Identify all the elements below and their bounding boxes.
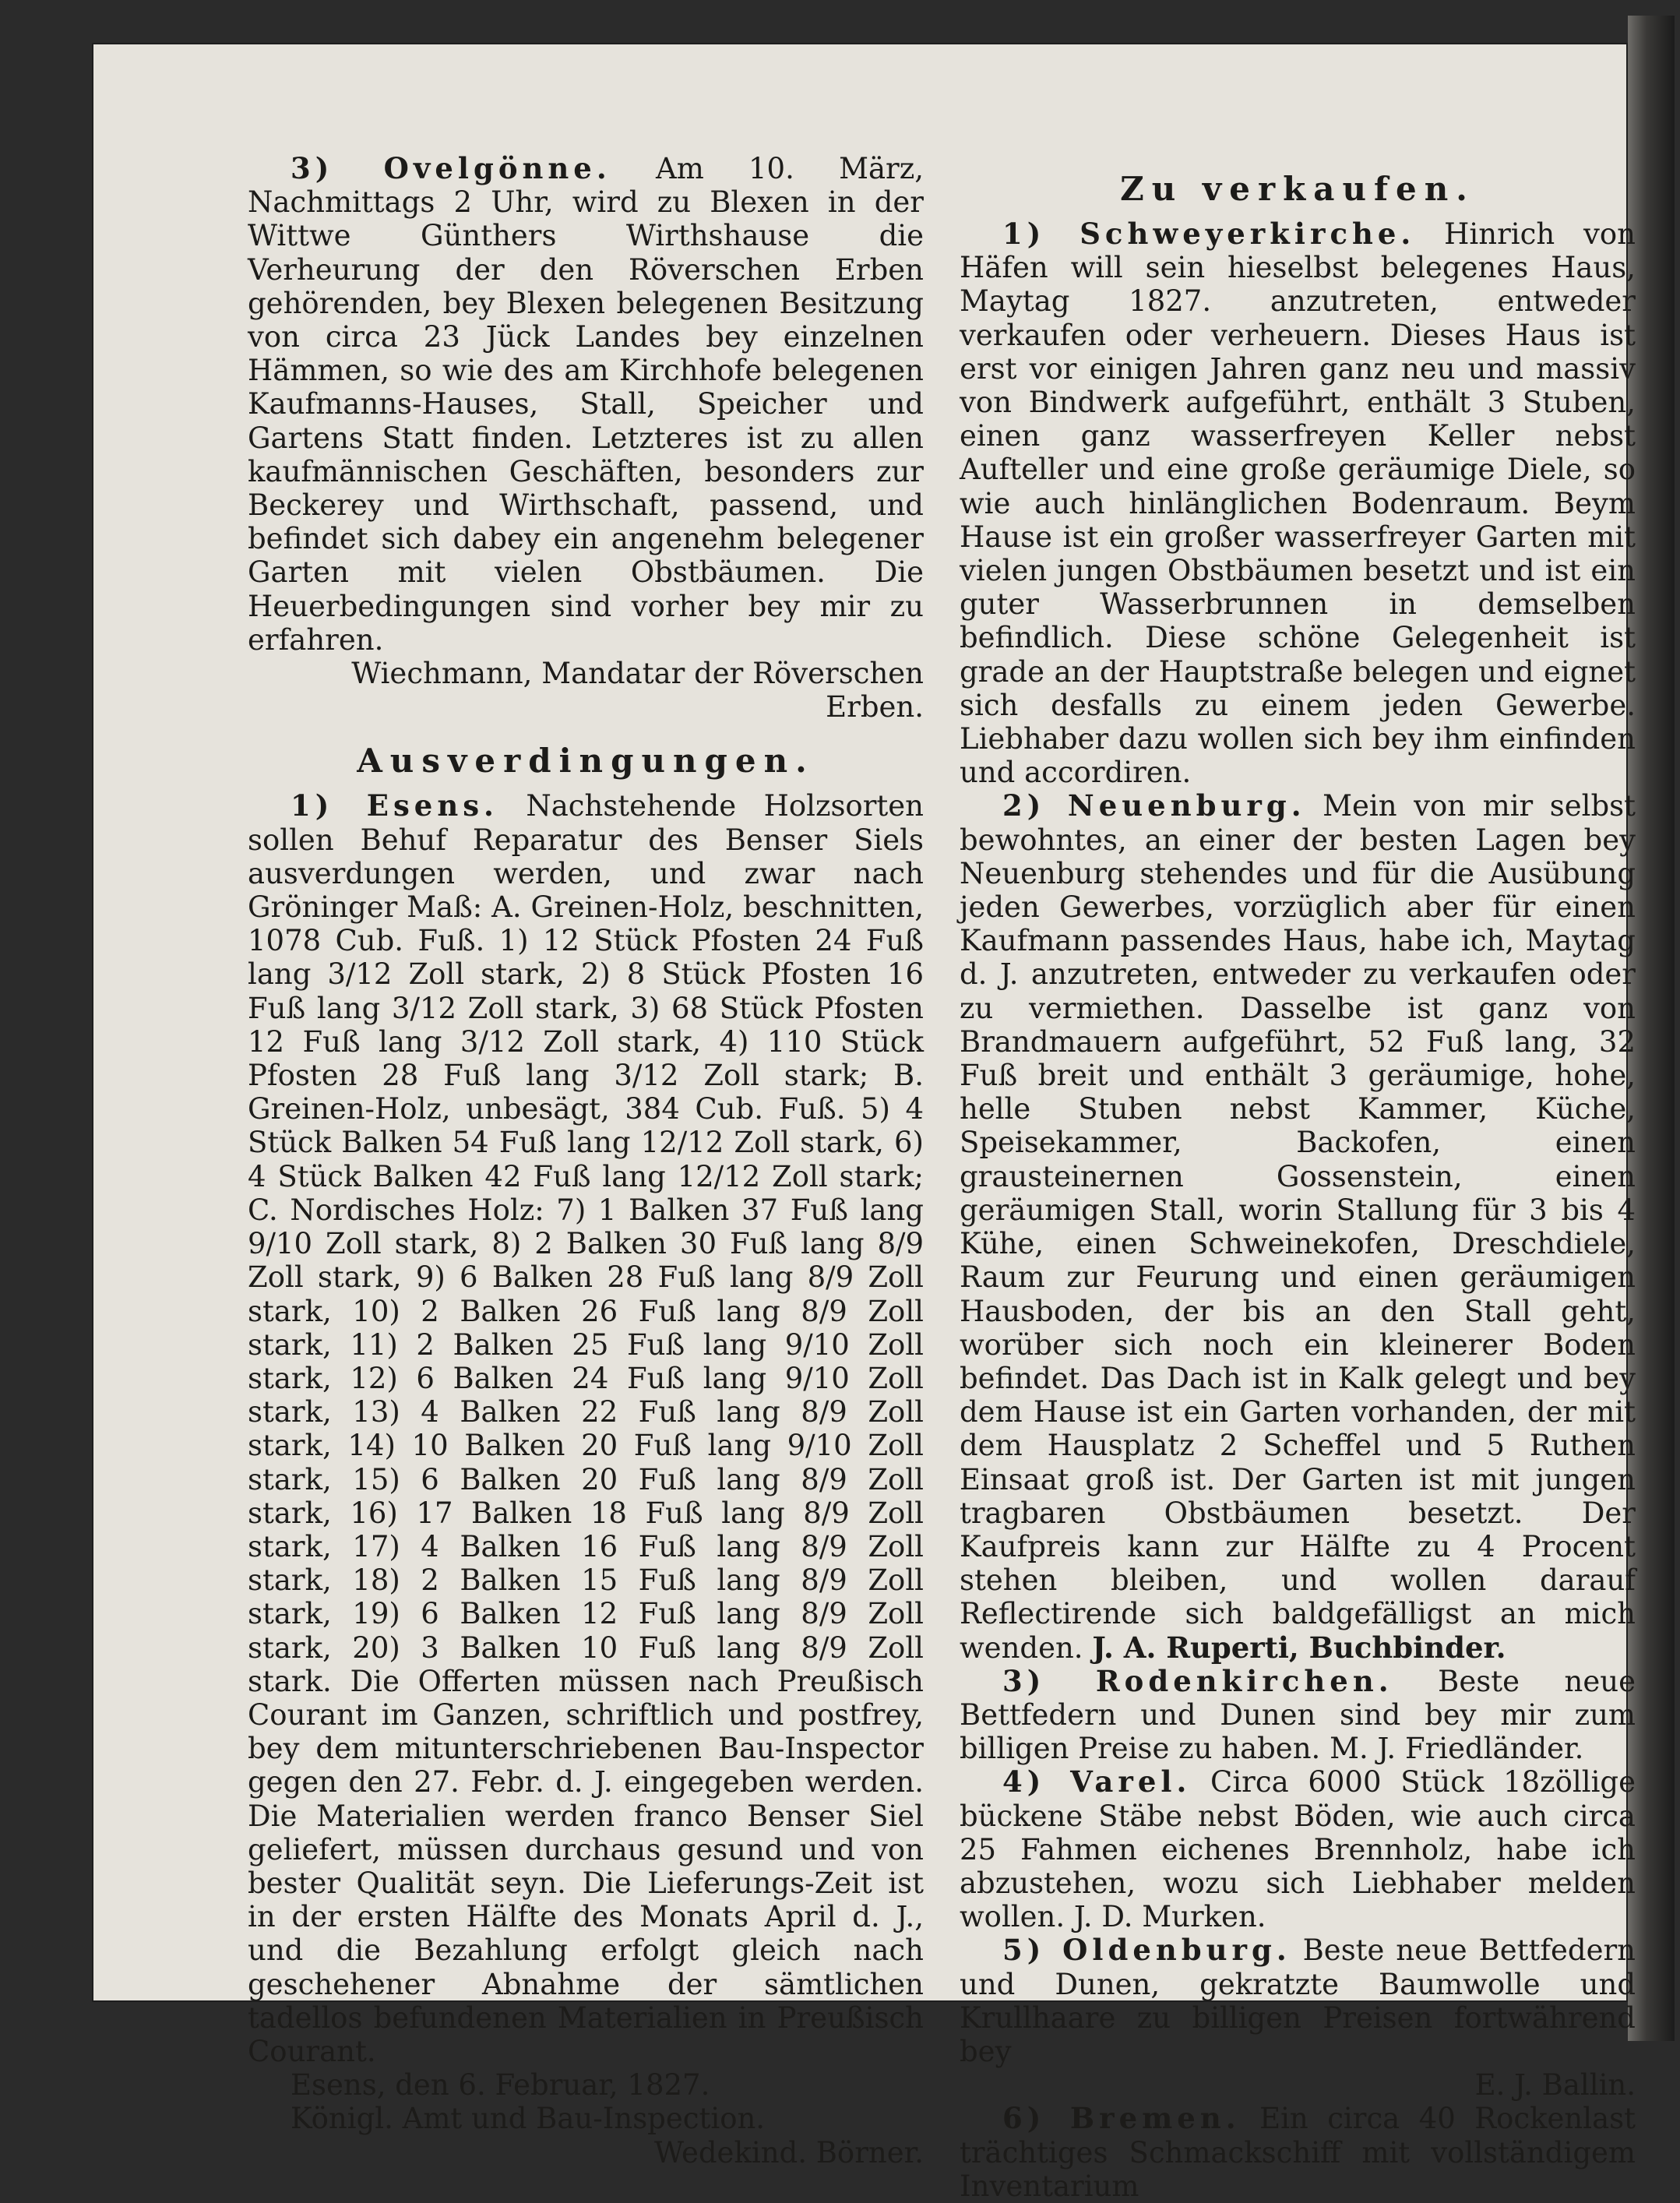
notice-signature: J. D. Murken. — [1073, 1900, 1266, 1934]
notice-neuenburg — [960, 789, 1636, 1664]
section-heading-zu-verkaufen: Zu verkaufen. — [1120, 170, 1475, 208]
notice-office: Königl. Amt und Bau-Inspection. — [291, 2102, 766, 2136]
notice-date: Esens, den 6. Februar, 1827. — [291, 2068, 710, 2103]
notice-rodenkirchen — [960, 1665, 1636, 1766]
notice-body: Ein circa 40 Rockenlast trächtiges Schmackschiff mit vollständigem Inventarium — [960, 2102, 1636, 2203]
notice-oldenburg — [960, 1933, 1636, 2068]
notice-bremen — [960, 2102, 1636, 2203]
notice-esens — [248, 789, 924, 2068]
notice-lead: 3) Ovelgönne. — [291, 151, 611, 185]
notice-body: Beste neue Bettfedern und Dunen sind bey mir zum billigen Preise zu haben. — [960, 1664, 1636, 1766]
notice-lead: 2) Neuenburg. — [1002, 788, 1306, 823]
notice-body: Beste neue Bettfedern und Dunen, gekratzte Baumwolle und Krullhaare zu billigen Preisen fortwährend bey — [960, 1933, 1636, 2068]
notice-signature: J. A. Ruperti, Buchbinder. — [1092, 1630, 1506, 1665]
notice-varel — [960, 1765, 1636, 1933]
left-column — [248, 152, 924, 2170]
notice-lead: 4) Varel. — [1002, 1764, 1192, 1799]
notice-signature: Wedekind. Börner. — [653, 2135, 924, 2170]
notice-lead: 3) Rodenkirchen. — [1002, 1663, 1393, 1698]
notice-lead: 1) Schweyerkirche. — [1002, 217, 1416, 251]
notice-body: Hinrich von Häfen will sein hieselbst belegenes Haus, Maytag 1827. anzutreten, entweder verkaufen oder verheuern. Dieses Haus ist erst vor einigen Jahren ganz neu und massiv von Bindwerk aufgeführt, enthält 3 Stuben, einen ganz wasserfreyen Keller nebst Aufteller und eine große geräumige Diele, so wie auch hinlänglichen Bodenraum. Beym Hause ist ein großer wasserfreyer Garten mit vielen jungen Obstbäumen besetzt und ist ein guter Wasserbrunnen in demselben befindlich. Diese schöne Gelegenheit ist grade an der Hauptstraße belegen und eignet sich desfalls zu einem jeden Gewerbe. Liebhaber dazu wollen sich bey ihm einfinden und accordiren. — [960, 217, 1636, 790]
notice-body: Mein von mir selbst bewohntes, an einer der besten Lagen bey Neuenburg stehendes und für die Ausübung jeden Gewerbes, vorzüglich aber für einen Kaufmann passendes Haus, habe ich, Maytag d. J. anzutreten, entweder zu verkaufen oder zu vermiethen. Dasselbe ist ganz von Brandmauern aufgeführt, 52 Fuß lang, 32 Fuß breit und enthält 3 geräumige, hohe, helle Stuben nebst Kammer, Küche, Speisekammer, Backofen, einen grausteinernen Gossenstein, einen geräumigen Stall, worin Stallung für 3 bis 4 Kühe, einen Schweinekofen, Dreschdiele, Raum zur Feurung und einen geräumigen Hausboden, der bis an den Stall geht, worüber sich noch ein kleinerer Boden befindet. Das Dach ist in Kalk gelegt und bey dem Hause ist ein Garten vorhanden, der mit dem Hausplatz 2 Scheffel und 5 Ruthen Einsaat groß ist. Der Garten ist mit jungen tragbaren Obstbäumen besetzt. Der Kaufpreis kann zur Hälfte zu 4 Procent stehen bleiben, und wollen darauf Reflectirende sich baldgefälligst an mich wenden. — [960, 789, 1636, 1665]
notice-body: Circa 6000 Stück 18zöllige bückene Stäbe nebst Böden, wie auch circa 25 Fahmen eichenes Brennholz, habe ich abzustehen, wozu sich Liebhaber melden wollen. — [960, 1765, 1636, 1934]
notice-body: Am 10. März, Nachmittags 2 Uhr, wird zu Blexen in der Wittwe Günthers Wirthshause die Verheurung der den Röverschen Erben gehörenden, bey Blexen belegenen Besitzung von circa 23 Jück Landes bey einzelnen Hämmen, so wie des am Kirchhofe belegenen Kaufmanns-Hauses, Stall, Speicher und Gartens Statt finden. Letzteres ist zu allen kaufmännischen Geschäften, besonders zur Beckerey und Wirthschaft, passend, und befindet sich dabey ein angenehm belegener Garten mit vielen Obstbäumen. Die Heuerbedingungen sind vorher bey mir zu erfahren. — [248, 152, 924, 657]
right-column — [960, 152, 1636, 2203]
notice-signature: Wiechmann, Mandatar der Röverschen Erben. — [351, 657, 924, 724]
notice-lead: 6) Bremen. — [1002, 2101, 1241, 2136]
section-heading-ausverdingungen: Ausverdingungen. — [357, 742, 815, 781]
notice-body: Nachstehende Holzsorten sollen Behuf Reparatur des Benser Siels ausverdungen werden, und zwar nach Gröninger Maß: A. Greinen-Holz, beschnitten, 1078 Cub. Fuß. 1) 12 Stück Pfosten 24 Fuß lang 3/12 Zoll stark, 2) 8 Stück Pfosten 16 Fuß lang 3/12 Zoll stark, 3) 68 Stück Pfosten 12 Fuß lang 3/12 Zoll stark, 4) 110 Stück Pfosten 28 Fuß lang 3/12 Zoll stark; B. Greinen-Holz, unbesägt, 384 Cub. Fuß. 5) 4 Stück Balken 54 Fuß lang 12/12 Zoll stark, 6) 4 Stück Balken 42 Fuß lang 12/12 Zoll stark; C. Nordisches Holz: 7) 1 Balken 37 Fuß lang 9/10 Zoll stark, 8) 2 Balken 30 Fuß lang 8/9 Zoll stark, 9) 6 Balken 28 Fuß lang 8/9 Zoll stark, 10) 2 Balken 26 Fuß lang 8/9 Zoll stark, 11) 2 Balken 25 Fuß lang 9/10 Zoll stark, 12) 6 Balken 24 Fuß lang 9/10 Zoll stark, 13) 4 Balken 22 Fuß lang 8/9 Zoll stark, 14) 10 Balken 20 Fuß lang 9/10 Zoll stark, 15) 6 Balken 20 Fuß lang 8/9 Zoll stark, 16) 17 Balken 18 Fuß lang 8/9 Zoll stark, 17) 4 Balken 16 Fuß lang 8/9 Zoll stark, 18) 2 Balken 15 Fuß lang 8/9 Zoll stark, 19) 6 Balken 12 Fuß lang 8/9 Zoll stark, 20) 3 Balken 10 Fuß lang 8/9 Zoll stark. Die Offerten müssen nach Preußisch Courant im Ganzen, schriftlich und postfrey, bey dem mitunterschriebenen Bau-Inspector gegen den 27. Febr. d. J. eingegeben werden. Die Materialien werden franco Benser Siel geliefert, müssen durchaus gesund und von bester Qualität seyn. Die Lieferungs-Zeit ist in der ersten Hälfte des Monats April d. J., und die Bezahlung erfolgt gleich nach geschehener Abnahme der sämtlichen tadellos befundenen Materialien in Preußisch Courant. — [248, 789, 924, 2068]
notice-ovelgoenne — [248, 152, 924, 657]
notice-signature: M. J. Friedländer. — [1330, 1732, 1584, 1766]
notice-signature: E. J. Ballin. — [1474, 2068, 1636, 2103]
notice-schweyerkirche — [960, 217, 1636, 789]
notice-lead: 5) Oldenburg. — [1002, 1933, 1291, 1968]
notice-lead: 1) Esens. — [291, 788, 498, 823]
